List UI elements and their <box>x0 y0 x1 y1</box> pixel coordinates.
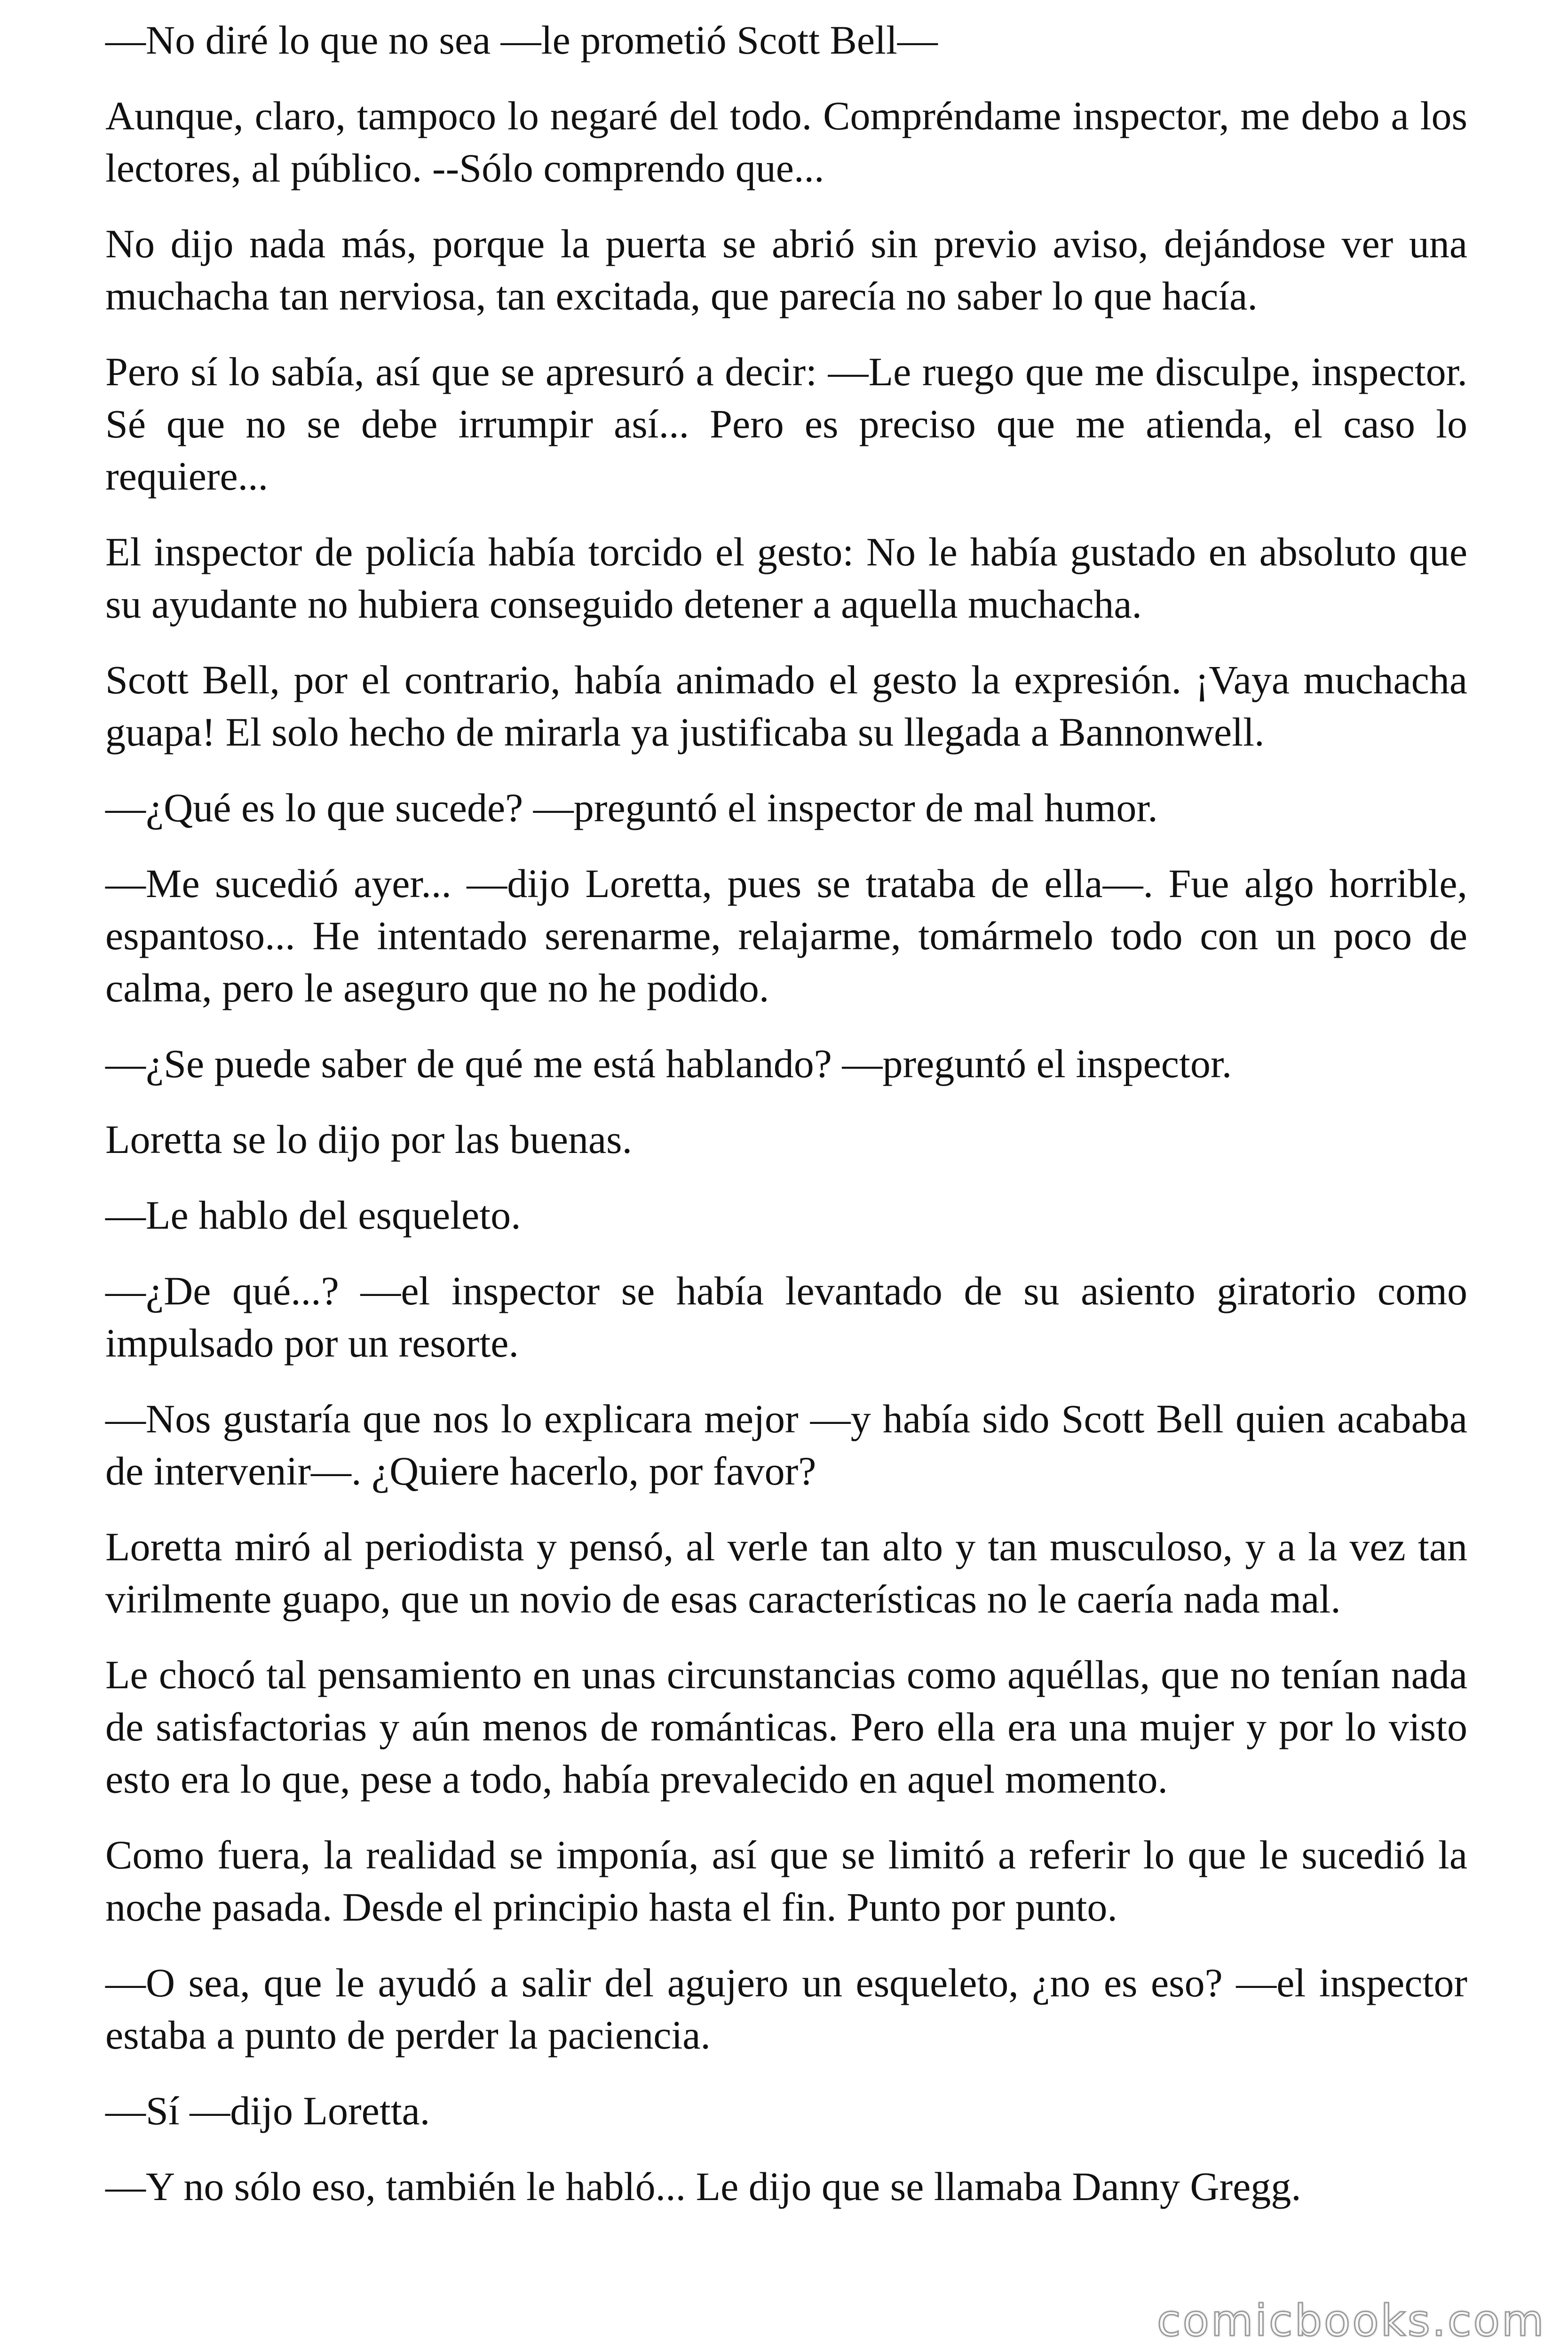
paragraph-16: Como fuera, la realidad se imponía, así que se limitó a referir lo que le sucedió la noche pasada. Desde el principio hasta el fin. Punto por punto. <box>105 1832 1467 1930</box>
watermark-logo: comicbooks.com <box>1157 2296 1546 2346</box>
paragraph-9: —¿Se puede saber de qué me está hablando? —preguntó el inspector. <box>105 1041 1232 1086</box>
paragraph-15: Le chocó tal pensamiento en unas circunstancias como aquéllas, que no tenían nada de satisfactorias y aún menos de románticas. Pero ella era una mujer y por lo visto esto era lo que, pese a todo, había prevalecido en aquel momento. <box>105 1652 1467 1802</box>
paragraph-2: Aunque, claro, tampoco lo negaré del todo. Compréndame inspector, me debo a los lectores, al público. --Sólo comprendo que... <box>105 93 1467 191</box>
paragraph-11: —Le hablo del esqueleto. <box>105 1192 521 1238</box>
paragraph-10: Loretta se lo dijo por las buenas. <box>105 1117 633 1162</box>
document-page <box>105 14 1467 2236</box>
paragraph-13: —Nos gustaría que nos lo explicara mejor —y había sido Scott Bell quien acababa de intervenir—. ¿Quiere hacerlo, por favor? <box>105 1396 1467 1494</box>
paragraph-5: El inspector de policía había torcido el gesto: No le había gustado en absoluto que su ayudante no hubiera conseguido detener a aquella muchacha. <box>105 529 1467 627</box>
paragraph-6: Scott Bell, por el contrario, había animado el gesto la expresión. ¡Vaya muchacha guapa! El solo hecho de mirarla ya justificaba su llegada a Bannonwell. <box>105 657 1467 755</box>
paragraph-7: —¿Qué es lo que sucede? —preguntó el inspector de mal humor. <box>105 785 1158 830</box>
paragraph-12: —¿De qué...? —el inspector se había levantado de su asiento giratorio como impulsado por un resorte. <box>105 1268 1467 1366</box>
paragraph-1: —No diré lo que no sea —le prometió Scott Bell— <box>105 17 938 63</box>
paragraph-8: —Me sucedió ayer... —dijo Loretta, pues se trataba de ella—. Fue algo horrible, espantoso... He intentado serenarme, relajarme, tomármelo todo con un poco de calma, pero le aseguro que no he podido. <box>105 861 1467 1010</box>
paragraph-18: —Sí —dijo Loretta. <box>105 2088 430 2133</box>
paragraph-4: Pero sí lo sabía, así que se apresuró a decir: —Le ruego que me disculpe, inspector. Sé que no se debe irrumpir así... Pero es preciso que me atienda, el caso lo requiere... <box>105 349 1467 499</box>
paragraph-14: Loretta miró al periodista y pensó, al verle tan alto y tan musculoso, y a la vez tan virilmente guapo, que un novio de esas características no le caería nada mal. <box>105 1524 1467 1621</box>
paragraph-19: —Y no sólo eso, también le habló... Le dijo que se llamaba Danny Gregg. <box>105 2164 1301 2209</box>
paragraph-17: —O sea, que le ayudó a salir del agujero un esqueleto, ¿no es eso? —el inspector estaba a punto de perder la paciencia. <box>105 1960 1467 2058</box>
paragraph-3: No dijo nada más, porque la puerta se abrió sin previo aviso, dejándose ver una muchacha tan nerviosa, tan excitada, que parecía no saber lo que hacía. <box>105 221 1467 318</box>
